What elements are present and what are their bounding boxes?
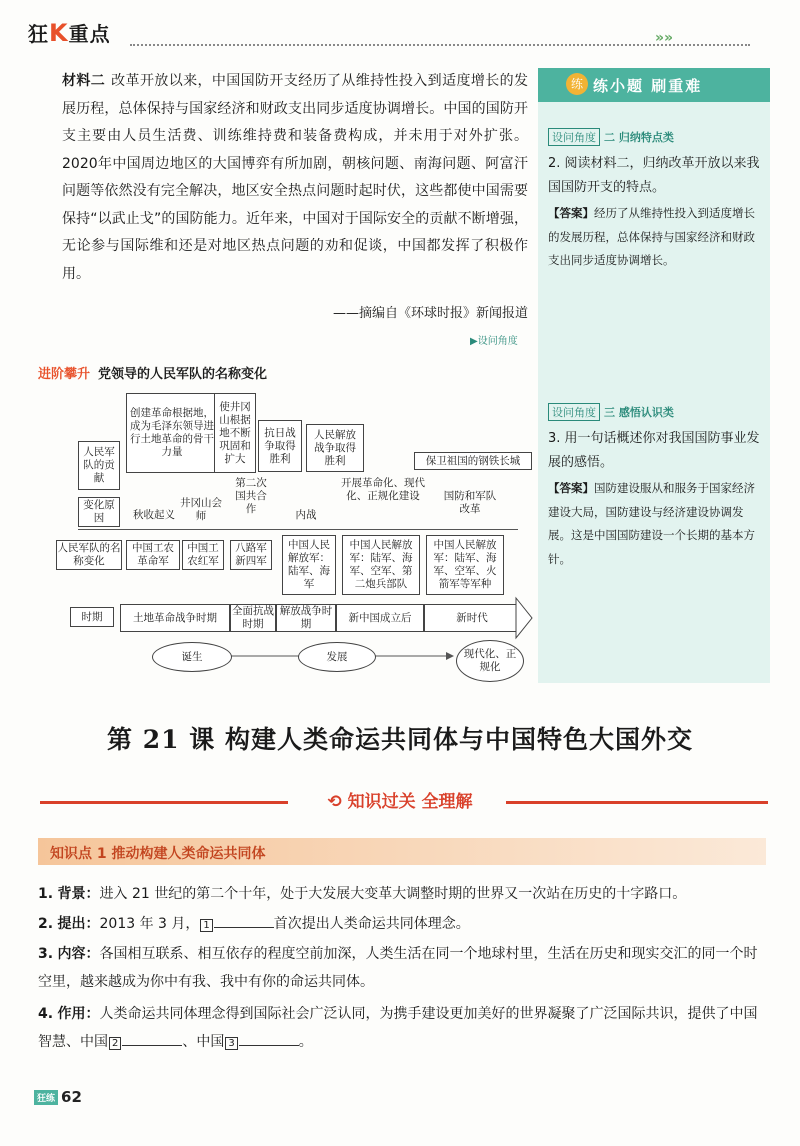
item-number: 3. <box>38 946 54 962</box>
diagram-title: 党领导的人民军队的名称变化 <box>98 367 268 382</box>
period-box: 土地革命战争时期 <box>120 604 230 632</box>
brand-suffix: 重点 <box>68 22 111 46</box>
advance-badge: 进阶攀升 <box>38 367 91 382</box>
reason-label: 井冈山会师 <box>180 497 222 522</box>
period-box: 新时代 <box>424 604 520 632</box>
contribution-box: 人民解放战争取得胜利 <box>306 424 364 472</box>
question-2 <box>548 128 762 273</box>
page-number-text: 62 <box>61 1088 82 1106</box>
item-head: 提出： <box>57 916 100 932</box>
advance-title <box>38 363 267 382</box>
army-name-box: 中国人民解放军：陆军、海军、空军、第二炮兵部队 <box>342 535 420 595</box>
material-two <box>62 68 528 288</box>
material-label: 材料二 <box>62 73 106 89</box>
section-title: ⟲ 知识过关 全理解 <box>327 792 473 812</box>
material-line: 国对于国际安全的贡献不断增强，无论参与国际维和还是对地区热点 <box>62 210 528 254</box>
blank-number: 1 <box>200 919 212 932</box>
item-text: 人类命运共同体理念得到国际社会广泛认同，为携手建设更加美好的世界凝聚了广泛国际共识，提供了中国智慧、中国 <box>38 1006 758 1050</box>
period-box: 解放战争时期 <box>276 604 336 632</box>
item-head: 背景： <box>57 886 100 902</box>
question-tag <box>548 403 762 421</box>
page-icon: 狂练 <box>34 1090 58 1105</box>
item-text: 首次提出人类命运共同体理念。 <box>273 916 470 932</box>
knowledge-item <box>38 940 768 996</box>
contribution-box: 使井冈山根据地不断巩固和扩大 <box>214 393 256 473</box>
row-label-contribution: 人民军队的贡献 <box>78 441 120 490</box>
knowledge-point-bar <box>38 838 766 865</box>
item-text: 进入 21 世纪的第二个十年，处于大发展大变革大调整时期的世界又一次站在历史的十字路口。 <box>99 886 687 902</box>
timeline-line <box>78 529 518 530</box>
material-line: 用于对外扩张。2020年中国周边地区的大国博弈有所加剧，朝核问 <box>62 128 529 172</box>
reason-label: 内战 <box>295 509 317 521</box>
brand-prefix: 狂 <box>28 22 49 46</box>
page-number <box>34 1088 82 1106</box>
tag-box: 设问角度 <box>548 128 600 146</box>
answer <box>548 477 762 571</box>
item-number: 2. <box>38 916 54 932</box>
reason-label: 第二次国共合作 <box>235 477 267 515</box>
contribution-box: 抗日战争取得胜利 <box>258 420 302 472</box>
army-name-box: 中国人民解放军：陆军、海军 <box>282 535 336 595</box>
material-line: 中国的国防开支主要由人员生活费、训练维持费和装备费构成，并未 <box>62 100 528 144</box>
stage-oval: 发展 <box>298 642 376 672</box>
brand-logo <box>28 18 111 47</box>
timeline-arrowhead-icon <box>514 596 534 640</box>
fill-blank[interactable] <box>214 927 274 928</box>
tag-text: 二 归纳特点类 <box>604 131 674 144</box>
question-tag <box>548 128 762 146</box>
material-line: 问题的劝和促谈，中国都发挥了积极作用。 <box>62 238 529 282</box>
item-head: 内容： <box>57 946 100 962</box>
brand-k: K <box>49 19 69 47</box>
material-line: 题、南海问题、阿富汗问题等依然没有完全解决，地区安全热点问题时 <box>62 155 528 199</box>
knowledge-item <box>38 910 768 938</box>
item-text: 2013 年 3 月， <box>99 916 200 932</box>
item-head: 作用： <box>57 1006 100 1022</box>
answer-text: 经历了从维持性投入到适度增长的发展历程，总体保持与国家经济和财政支出同步适度协调增长。 <box>548 206 755 267</box>
army-name-box: 八路军新四军 <box>230 540 272 570</box>
knowledge-point-title: 知识点 1 推动构建人类命运共同体 <box>50 846 266 862</box>
material-line: 改革开放以来，中国国防开支经历了从维持性投入到适度增 <box>111 73 486 89</box>
fill-blank[interactable] <box>122 1045 182 1046</box>
knowledge-item <box>38 880 768 908</box>
item-number: 4. <box>38 1006 54 1022</box>
material-line: 长的发展历程，总体保持与国家经济和财政支出同步适度协调增长。 <box>62 73 529 117</box>
practice-header <box>538 68 770 102</box>
answer-text: 国防建设服从和服务于国家经济建设大局，国防建设与经济建设协调发展。这是中国国防建设一个长期的基本方针。 <box>548 481 755 566</box>
contribution-box: 保卫祖国的钢铁长城 <box>414 452 532 470</box>
period-box: 新中国成立后 <box>336 604 424 632</box>
question-text: 2. 阅读材料二，归纳改革开放以来我国国防开支的特点。 <box>548 156 760 195</box>
lesson-title: 第 21 课 构建人类命运共同体与中国特色大国外交 <box>107 725 693 754</box>
header-arrows-icon: »» <box>655 30 674 46</box>
army-name-box: 中国人民解放军：陆军、海军、空军、火箭军等军种 <box>426 535 504 595</box>
row-label-reason: 变化原因 <box>78 497 120 527</box>
blank-number: 3 <box>225 1037 237 1050</box>
material-line: 起时伏，这些都使中国需要保持“以武止戈”的国防能力。近年来，中 <box>62 183 528 227</box>
question-text: 3. 用一句话概述你对我国国防事业发展的感悟。 <box>548 431 760 470</box>
item-number: 1. <box>38 886 54 902</box>
item-text: 。 <box>298 1034 313 1050</box>
stage-oval: 诞生 <box>152 642 232 672</box>
fill-blank[interactable] <box>239 1045 299 1046</box>
reason-label: 开展革命化、现代化、正规化建设 <box>341 477 425 502</box>
answer <box>548 202 762 273</box>
section-text: 知识过关 全理解 <box>347 792 473 812</box>
army-name-box: 中国工农革命军 <box>126 540 180 570</box>
contribution-box: 创建革命根据地，成为毛泽东领导进行土地革命的骨干力量 <box>126 393 218 473</box>
army-name-box: 中国工农红军 <box>182 540 224 570</box>
item-text: 、中国 <box>182 1034 225 1050</box>
knowledge-item <box>38 1000 768 1056</box>
practice-title: 练小题 刷重难 <box>593 77 703 95</box>
period-box: 全面抗战时期 <box>232 605 274 630</box>
tag-box: 设问角度 <box>548 403 600 421</box>
row-label-names: 人民军队的名称变化 <box>56 540 122 570</box>
tag-text: 三 感悟认识类 <box>604 406 674 419</box>
row-label-period: 时期 <box>70 607 114 627</box>
blank-number: 2 <box>109 1037 121 1050</box>
angle-note: ▶设问角度 <box>470 336 518 347</box>
reason-label: 秋收起义 <box>133 509 175 521</box>
item-text: 各国相互联系、相互依存的程度空前加深，人类生活在同一个地球村里，生活在历史和现实交汇的同一个时空里，越来越成为你中有我、我中有你的命运共同体。 <box>38 946 758 990</box>
answer-label: 【答案】 <box>548 206 594 220</box>
material-source: ——摘编自《环球时报》新闻报道 <box>332 306 528 321</box>
question-3 <box>548 403 762 571</box>
practice-icon: 练 <box>566 73 588 95</box>
reason-label: 国防和军队改革 <box>443 490 497 515</box>
stage-oval: 现代化、正规化 <box>456 640 524 682</box>
answer-label: 【答案】 <box>548 481 594 495</box>
